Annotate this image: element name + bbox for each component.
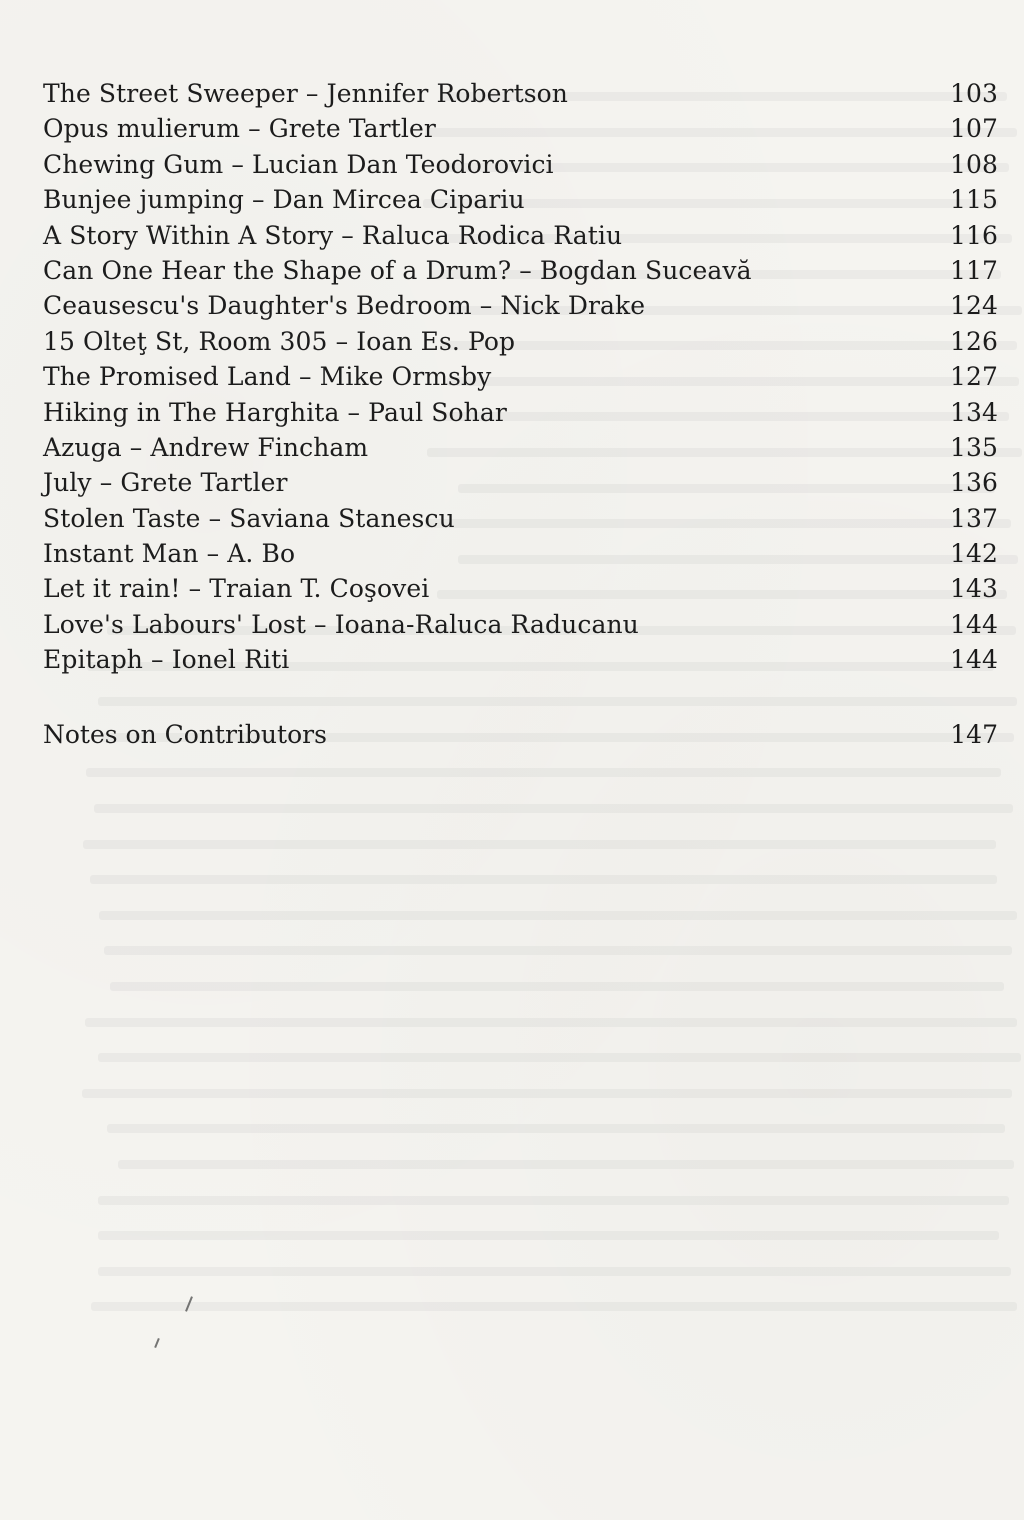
toc-entry-title: Instant Man – A. Bo [43, 539, 296, 569]
show-through-line [83, 840, 996, 849]
show-through-line [98, 1196, 1010, 1205]
show-through-line [98, 1267, 1011, 1276]
toc-entry-title: The Street Sweeper – Jennifer Robertson [43, 79, 568, 108]
toc-entry-page: 134 [949, 397, 998, 427]
show-through-line [99, 911, 1017, 920]
toc-entry [43, 430, 998, 465]
toc-entry [43, 395, 998, 430]
show-through-line [82, 1089, 1012, 1098]
show-through-line [98, 1053, 1021, 1062]
toc-entry-page: 103 [949, 79, 998, 108]
toc-entry-title: Opus mulierum – Grete Tartler [43, 114, 436, 144]
toc-entry-page: 137 [949, 503, 998, 533]
show-through-line [110, 982, 1004, 991]
toc-entry [43, 465, 998, 500]
toc-entry-page: 142 [949, 539, 998, 569]
toc-entry-page: 144 [949, 609, 998, 639]
toc-entry [43, 324, 998, 359]
toc-entry-page: 136 [949, 468, 998, 498]
toc-entry-title: The Promised Land – Mike Ormsby [43, 362, 492, 392]
toc-entry [43, 182, 998, 217]
toc-entry [43, 536, 998, 571]
toc-entry-title: Azuga – Andrew Fincham [43, 432, 369, 462]
toc-entry-page: 115 [949, 185, 998, 215]
pencil-mark [154, 1338, 160, 1348]
show-through-line [107, 1124, 1004, 1133]
toc-entry [43, 218, 998, 253]
show-through-line [98, 697, 1017, 706]
show-through-line [104, 946, 1012, 955]
toc-entry-page: 124 [949, 291, 998, 321]
toc-entry-title: Notes on Contributors [43, 720, 327, 749]
toc-entry-page: 126 [949, 326, 998, 356]
toc-entry-title: A Story Within A Story – Raluca Rodica Ratiu [43, 220, 623, 250]
toc-entry-page: 107 [949, 114, 998, 144]
toc-entry-title: Let it rain! – Traian T. Coşovei [43, 574, 430, 604]
toc-entry-title: 15 Olteţ St, Room 305 – Ioan Es. Pop [43, 326, 516, 356]
show-through-line [90, 875, 998, 884]
show-through-line [98, 1231, 999, 1240]
toc-entry-page: 144 [949, 645, 998, 675]
toc-entry-notes [43, 717, 998, 752]
toc-entry [43, 111, 998, 146]
toc-entry-title: Chewing Gum – Lucian Dan Teodorovici [43, 149, 554, 179]
toc-entry [43, 359, 998, 394]
toc-entry-page: 143 [949, 574, 998, 604]
toc-entry [43, 253, 998, 288]
toc-entry [43, 147, 998, 182]
toc-entry [43, 501, 998, 536]
toc-entry [43, 288, 998, 323]
pencil-mark [185, 1296, 193, 1312]
toc-entry-title: Hiking in The Harghita – Paul Sohar [43, 397, 507, 427]
toc-entry-page: 147 [950, 720, 998, 749]
toc-entry [43, 571, 998, 606]
show-through-line [86, 768, 1001, 777]
show-through-line [118, 1160, 1014, 1169]
toc-entry-title: Can One Hear the Shape of a Drum? – Bogdan Suceavă [43, 255, 752, 285]
toc-entry-page: 135 [949, 432, 998, 462]
toc-entry-title: Stolen Taste – Saviana Stanescu [43, 503, 455, 533]
toc-entry-title: Epitaph – Ionel Riti [43, 645, 290, 675]
toc-entry-title: July – Grete Tartler [43, 468, 288, 498]
show-through-line [85, 1018, 1017, 1027]
show-through-line [91, 1302, 1017, 1311]
toc-entry-title: Ceausescu's Daughter's Bedroom – Nick Drake [43, 291, 646, 321]
toc-entry-page: 108 [949, 149, 998, 179]
toc-entry-page: 117 [949, 255, 998, 285]
toc-entry-page: 127 [949, 362, 998, 392]
toc-entry [43, 642, 998, 677]
show-through-line [94, 804, 1013, 813]
toc-entry-title: Bunjee jumping – Dan Mircea Cipariu [43, 185, 525, 215]
toc-entry [43, 607, 998, 642]
toc-entry [43, 76, 998, 111]
table-of-contents [43, 76, 998, 678]
toc-entry-page: 116 [949, 220, 998, 250]
toc-entry-title: Love's Labours' Lost – Ioana-Raluca Raducanu [43, 609, 639, 639]
